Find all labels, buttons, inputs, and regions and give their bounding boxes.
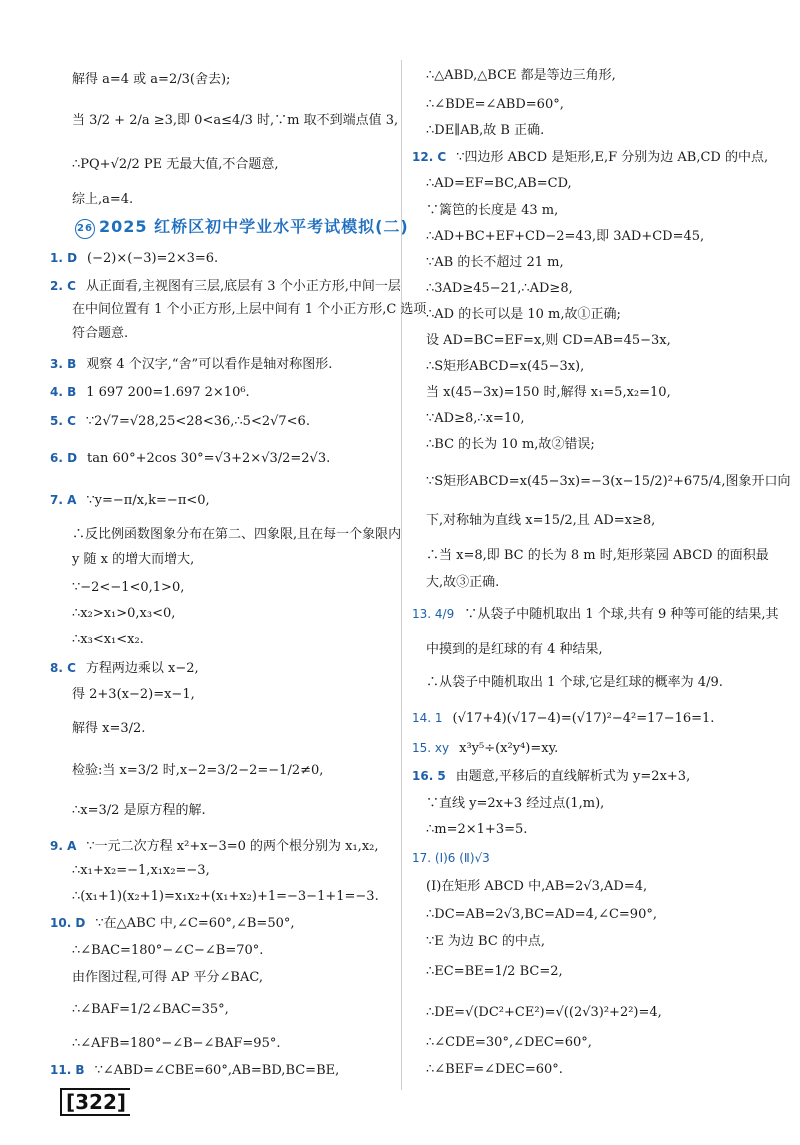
left-line-27: ∴∠BAC=180°−∠C−∠B=70°. <box>72 943 264 958</box>
answer-10: 10. D ∵在△ABC 中,∠C=60°,∠B=50°, <box>50 916 295 931</box>
right-line-28: (Ⅰ)在矩形 ABCD 中,AB=2√3,AD=4, <box>426 879 648 894</box>
left-line-13: ∴反比例函数图象分布在第二、四象限,且在每一个象限内 <box>72 527 402 542</box>
section-title: 26 2025 红桥区初中学业水平考试模拟(二) <box>75 214 409 239</box>
right-line-15: ∵S矩形ABCD=x(45−3x)=−3(x−15/2)²+675/4,图象开口向 <box>426 474 791 489</box>
right-line-16: 下,对称轴为直线 x=15/2,且 AD=x≥8, <box>426 513 656 528</box>
left-line-14: y 随 x 的增大而增大, <box>72 552 195 567</box>
right-line-21: ∴从袋子中随机取出 1 个球,它是红球的概率为 4/9. <box>426 675 723 690</box>
left-line-17: ∴x₃<x₁<x₂. <box>72 632 144 647</box>
right-line-26: ∴m=2×1+3=5. <box>426 822 528 837</box>
right-line-0: ∴△ABD,△BCE 都是等边三角形, <box>426 68 616 83</box>
left-line-15: ∵−2<−1<0,1>0, <box>72 580 185 595</box>
right-line-29: ∴DC=AB=2√3,BC=AD=4,∠C=90°, <box>426 907 657 922</box>
left-line-29: ∴∠BAF=1/2∠BAC=35°, <box>72 1002 229 1017</box>
right-line-6: ∴AD+BC+EF+CD−2=43,即 3AD+CD=45, <box>426 229 705 244</box>
left-line-30: ∴∠AFB=180°−∠B−∠BAF=95°. <box>72 1036 281 1051</box>
answer-17: 17. (Ⅰ)6 (Ⅱ)√3 <box>412 851 490 865</box>
section-number-icon: 26 <box>75 219 95 239</box>
answer-4: 4. B 1 697 200=1.697 2×10⁶. <box>50 385 250 400</box>
left-line-0: 解得 a=4 或 a=2/3(舍去); <box>72 72 231 87</box>
left-line-20: 解得 x=3/2. <box>72 721 146 736</box>
right-line-20: 中摸到的是红球的有 4 种结果, <box>426 642 603 657</box>
right-line-2: ∴DE∥AB,故 B 正确. <box>426 123 545 138</box>
answer-13: 13. 4/9 ∵从袋子中随机取出 1 个球,共有 9 种等可能的结果,其 <box>412 607 779 622</box>
left-line-2: ∴PQ+√2/2 PE 无最大值,不合题意, <box>72 157 279 172</box>
answer-15: 15. xy x³y⁵÷(x²y⁴)=xy. <box>412 741 559 756</box>
answer-3: 3. B 观察 4 个汉字,“舍”可以看作是轴对称图形. <box>50 357 333 372</box>
answer-11: 11. B ∵∠ABD=∠CBE=60°,AB=BD,BC=BE, <box>50 1063 340 1078</box>
left-line-25: ∴(x₁+1)(x₂+1)=x₁x₂+(x₁+x₂)+1=−3−1+1=−3. <box>72 889 379 904</box>
answer-16: 16. 5 由题意,平移后的直线解析式为 y=2x+3, <box>412 769 691 784</box>
right-line-12: 当 x(45−3x)=150 时,解得 x₁=5,x₂=10, <box>426 385 671 400</box>
right-line-25: ∵直线 y=2x+3 经过点(1,m), <box>426 796 605 811</box>
right-line-31: ∴EC=BE=1/2 BC=2, <box>426 964 563 979</box>
right-line-14: ∴BC 的长为 10 m,故②错误; <box>426 437 595 452</box>
left-line-7: 符合题意. <box>72 326 129 341</box>
answer-7: 7. A ∵y=−π/x,k=−π<0, <box>50 493 210 508</box>
right-line-4: ∴AD=EF=BC,AB=CD, <box>426 176 572 191</box>
right-line-7: ∵AB 的长不超过 21 m, <box>426 255 564 270</box>
left-line-16: ∴x₂>x₁>0,x₃<0, <box>72 606 176 621</box>
right-line-33: ∴∠CDE=30°,∠DEC=60°, <box>426 1035 592 1050</box>
left-line-21: 检验:当 x=3/2 时,x−2=3/2−2=−1/2≠0, <box>72 763 324 778</box>
right-line-1: ∴∠BDE=∠ABD=60°, <box>426 97 564 112</box>
right-line-10: 设 AD=BC=EF=x,则 CD=AB=45−3x, <box>426 333 671 348</box>
answer-8: 8. C 方程两边乘以 x−2, <box>50 661 199 676</box>
answer-1: 1. D (−2)×(−3)=2×3=6. <box>50 251 219 266</box>
answer-5: 5. C ∵2√7=√28,25<28<36,∴5<2√7<6. <box>50 414 310 429</box>
right-line-9: ∴AD 的长可以是 10 m,故①正确; <box>426 307 621 322</box>
left-line-19: 得 2+3(x−2)=x−1, <box>72 687 195 702</box>
left-line-3: 综上,a=4. <box>72 192 134 207</box>
right-line-11: ∴S矩形ABCD=x(45−3x), <box>426 359 585 374</box>
right-line-17: ∴当 x=8,即 BC 的长为 8 m 时,矩形菜园 ABCD 的面积最 <box>426 548 769 563</box>
right-line-8: ∴3AD≥45−21,∴AD≥8, <box>426 281 573 296</box>
right-line-13: ∵AD≥8,∴x=10, <box>426 411 525 426</box>
answer-6: 6. D tan 60°+2cos 30°=√3+2×√3/2=2√3. <box>50 451 331 466</box>
right-line-32: ∴DE=√(DC²+CE²)=√((2√3)²+2²)=4, <box>426 1005 662 1020</box>
right-line-30: ∵E 为边 BC 的中点, <box>426 934 546 949</box>
right-line-18: 大,故③正确. <box>426 575 500 590</box>
answer-12: 12. C ∵四边形 ABCD 是矩形,E,F 分别为边 AB,CD 的中点, <box>412 150 769 165</box>
left-line-1: 当 3/2 + 2/a ≥3,即 0<a≤4/3 时,∵m 取不到端点值 3, <box>72 113 399 128</box>
answer-9: 9. A ∵一元二次方程 x²+x−3=0 的两个根分别为 x₁,x₂, <box>50 839 379 854</box>
answer-2: 2. C 从正面看,主视图有三层,底层有 3 个小正方形,中间一层 <box>50 279 401 294</box>
left-line-24: ∴x₁+x₂=−1,x₁x₂=−3, <box>72 863 210 878</box>
left-line-28: 由作图过程,可得 AP 平分∠BAC, <box>72 970 263 985</box>
answer-14: 14. 1 (√17+4)(√17−4)=(√17)²−4²=17−16=1. <box>412 711 715 726</box>
page-number: [322] <box>60 1088 130 1116</box>
right-line-5: ∵篱笆的长度是 43 m, <box>426 203 559 218</box>
left-line-22: ∴x=3/2 是原方程的解. <box>72 803 206 818</box>
right-line-34: ∴∠BEF=∠DEC=60°. <box>426 1062 563 1077</box>
left-line-6: 在中间位置有 1 个小正方形,上层中间有 1 个小正方形,C 选项 <box>72 302 427 317</box>
